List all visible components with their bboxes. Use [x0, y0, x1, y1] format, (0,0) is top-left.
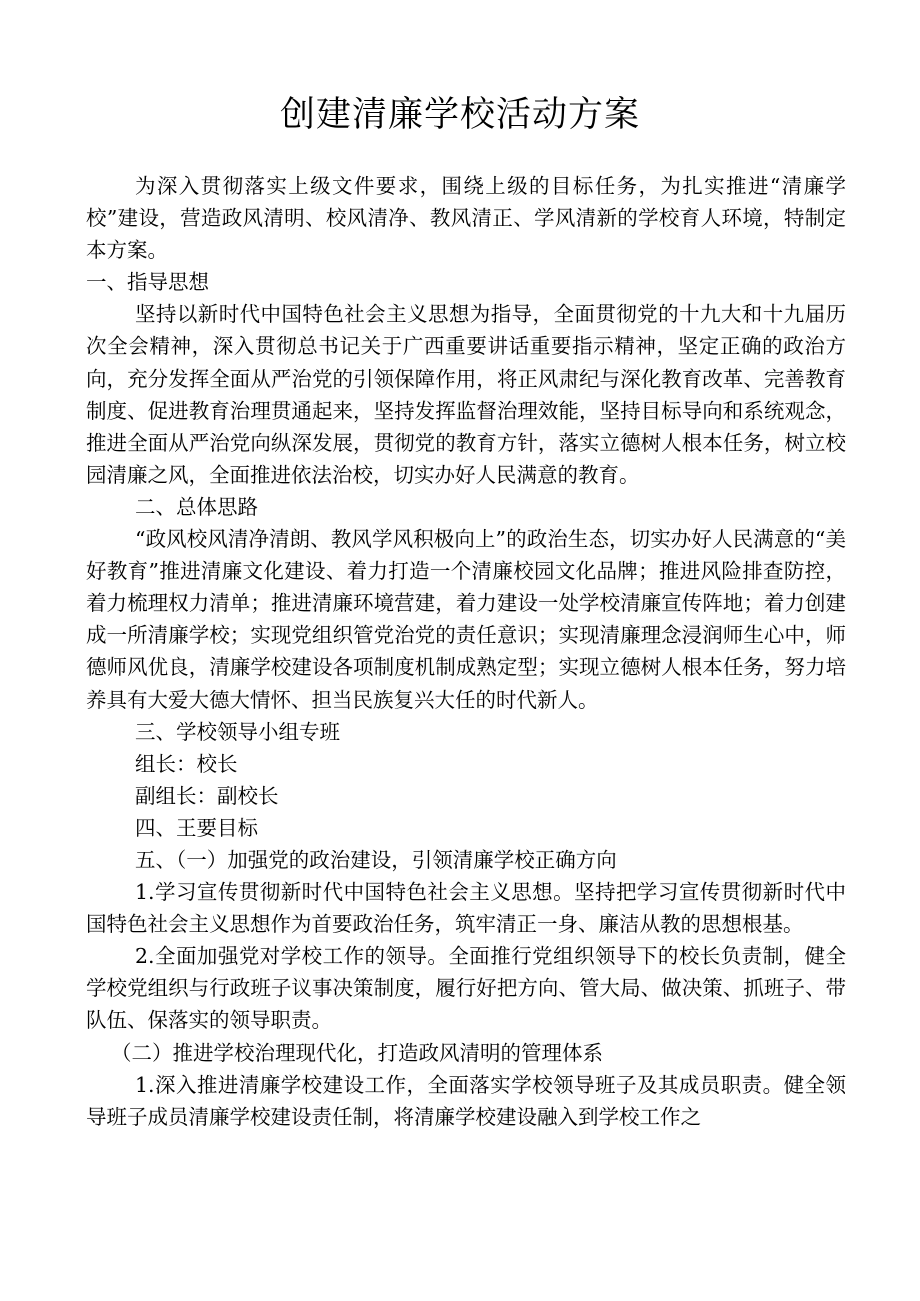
subsection-heading-party-building: 五、（一）加强党的政治建设，引领清廉学校正确方向	[135, 847, 617, 872]
document-body	[86, 170, 846, 1133]
item-paragraph-clean-school-work: 1.深入推进清廉学校建设工作，全面落实学校领导班子及其成员职责。健全领导班子成员清廉学校建设责任制，将清廉学校建设融入到学校工作之	[86, 1072, 846, 1129]
section-heading-guiding-ideology: 一、指导思想	[86, 270, 209, 295]
section-heading-main-goals: 四、王要目标	[135, 815, 258, 840]
overall-approach-paragraph: “政风校风清净清朗、教风学风积极向上”的政治生态，切实办好人民满意的“美好教育”推进清廉文化建设、着力打造一个清廉校园文化品牌；推进风险排查防控，着力梳理权力清单；推进清廉环境营建，着力建设一处学校清廉宣传阵地；着力创建成一所清廉学校；实现党组织管党治党的责任意识；实现清廉理念浸润师生心中，师德师风优良，清廉学校建设各项制度机制成熟定型；实现立德树人根本任务，努力培养具有大爱大德大情怀、担当民族复兴大任的时代新人。	[86, 527, 846, 712]
item-paragraph-party-leadership: 2.全面加强党对学校工作的领导。全面推行党组织领导下的校长负责制，健全学校党组织与行政班子议事决策制度，履行好把方向、管大局、做决策、抓班子、带队伍、保落实的领导职责。	[86, 944, 846, 1033]
section-heading-overall-approach: 二、总体思路	[135, 494, 258, 519]
subsection-heading-governance: （二）推进学校治理现代化，打造政风清明的管理体系	[111, 1040, 603, 1065]
intro-paragraph: 为深入贯彻落实上级文件要求，围绕上级的目标任务，为扎实推进“清廉学校”建设，营造政风清明、校风清净、教风清正、学风清新的学校育人环境，特制定本方案。	[86, 174, 846, 263]
deputy-group-leader-line: 副组长：副校长	[135, 783, 279, 808]
item-paragraph-study-thought: 1.学习宣传贯彻新时代中国特色社会主义思想。坚持把学习宣传贯彻新时代中国特色社会主义思想作为首要政治任务，筑牢清正一身、廉洁从教的思想根基。	[86, 880, 846, 937]
section-heading-leadership-group: 三、学校领导小组专班	[135, 719, 340, 744]
group-leader-line: 组长：校长	[135, 751, 238, 776]
document-title: 创建清廉学校活动方案	[279, 95, 640, 135]
guiding-ideology-paragraph: 坚持以新时代中国特色社会主义思想为指导，全面贯彻党的十九大和十九届历次全会精神，深入贯彻总书记关于广西重要讲话重要指示精神，坚定正确的政治方向，充分发挥全面从严治党的引领保障作用，将正风肃纪与深化教育改革、完善教育制度、促进教育治理贯通起来，坚持发挥监督治理效能，坚持目标导向和系统观念，推进全面从严治党向纵深发展，贯彻党的教育方针，落实立德树人根本任务，树立校园清廉之风，全面推进依法治校，切实办好人民满意的教育。	[86, 302, 846, 487]
